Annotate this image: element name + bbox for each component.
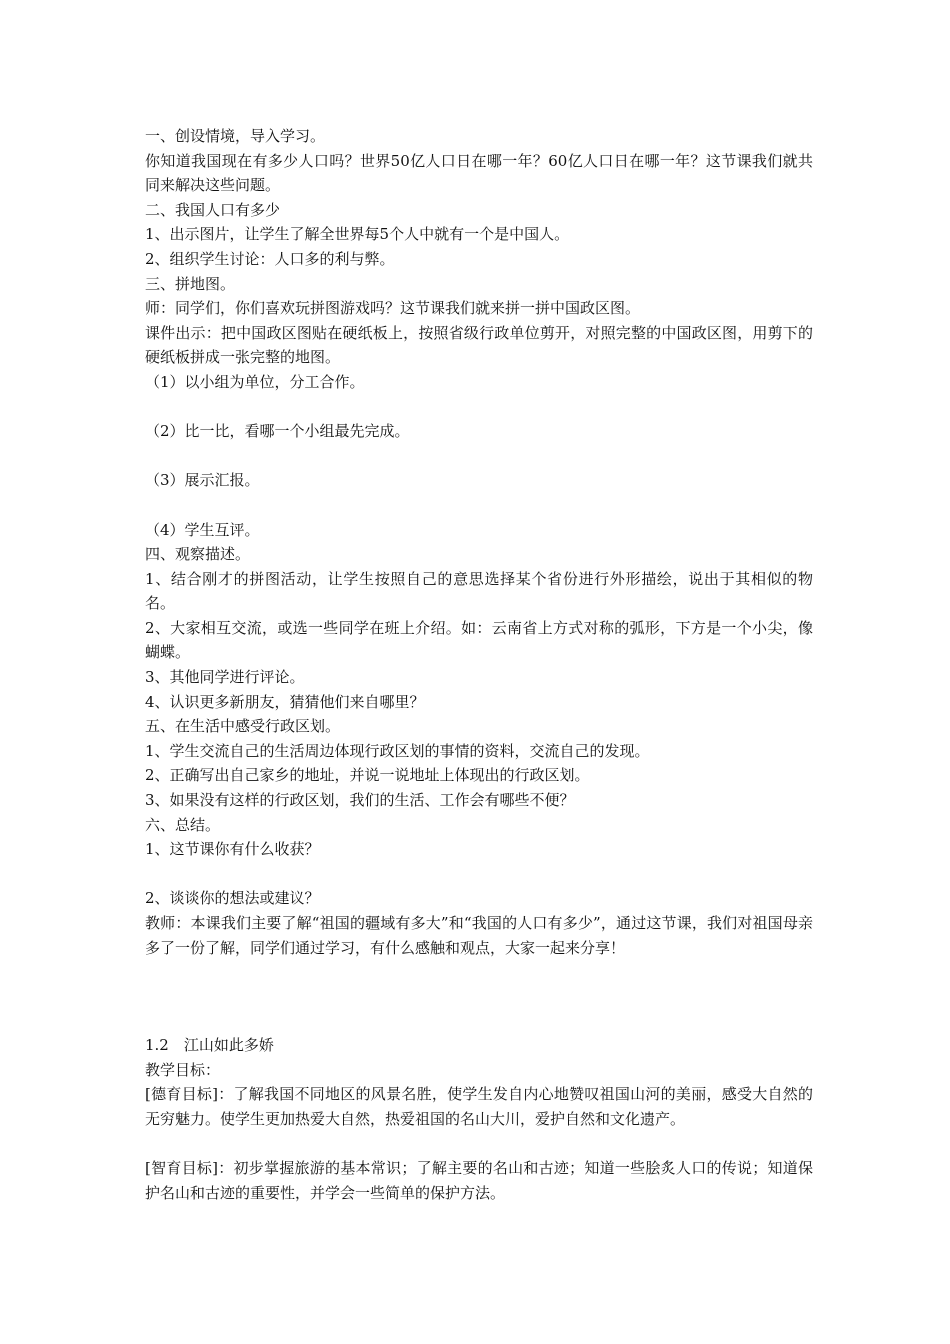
blank-line — [145, 1132, 813, 1157]
document-body — [145, 124, 813, 1205]
list-item: 2、正确写出自己家乡的地址，并说一说地址上体现出的行政区划。 — [145, 766, 590, 785]
paragraph: 教师：本课我们主要了解“祖国的疆域有多大”和“我国的人口有多少”，通过这节课，我们对祖国母亲多了一份了解，同学们通过学习，有什么感触和观点，大家一起来分享！ — [145, 914, 813, 957]
subheading: 教学目标： — [145, 1060, 221, 1079]
blank-line — [145, 493, 813, 518]
list-item: 2、谈谈你的想法或建议？ — [145, 889, 320, 908]
list-item: 1、这节课你有什么收获？ — [145, 840, 320, 859]
list-item: 3、如果没有这样的行政区划，我们的生活、工作会有哪些不便？ — [145, 791, 575, 810]
paragraph: [德育目标]：了解我国不同地区的风景名胜，使学生发自内心地赞叹祖国山河的美丽，感受大自然的无穷魅力。使学生更加热爱大自然，热爱祖国的名山大川，爱护自然和文化遗产。 — [145, 1085, 813, 1128]
section-heading: 五、在生活中感受行政区划。 — [145, 717, 341, 736]
list-item: （4）学生互评。 — [145, 520, 260, 539]
section-heading: 六、总结。 — [145, 815, 221, 834]
blank-space — [145, 960, 813, 1033]
blank-line — [145, 444, 813, 469]
section-heading: 四、观察描述。 — [145, 545, 251, 564]
blank-line — [145, 862, 813, 887]
list-item: （3）展示汇报。 — [145, 471, 260, 490]
section-heading: 二、我国人口有多少 — [145, 200, 281, 219]
list-item: 2、大家相互交流，或选一些同学在班上介绍。如：云南省上方式对称的弧形，下方是一个小尖，像蝴蝶。 — [145, 618, 813, 662]
blank-line — [145, 395, 813, 420]
paragraph: [智育目标]：初步掌握旅游的基本常识；了解主要的名山和古迹；知道一些脍炙人口的传说；知道保护名山和古迹的重要性，并学会一些简单的保护方法。 — [145, 1159, 813, 1202]
paragraph: 师：同学们，你们喜欢玩拼图游戏吗？这节课我们就来拼一拼中国政区图。 — [145, 299, 641, 318]
list-item: 1、学生交流自己的生活周边体现行政区划的事情的资料，交流自己的发现。 — [145, 741, 650, 760]
list-item: （2）比一比，看哪一个小组最先完成。 — [145, 422, 410, 441]
list-item: 3、其他同学进行评论。 — [145, 668, 305, 687]
list-item: 1、出示图片，让学生了解全世界每5个人中就有一个是中国人。 — [145, 225, 570, 244]
list-item: 2、组织学生讨论：人口多的利与弊。 — [145, 249, 395, 268]
section-heading: 一、创设情境，导入学习。 — [145, 127, 326, 145]
list-item: 4、认识更多新朋友，猜猜他们来自哪里？ — [145, 692, 425, 711]
paragraph: 课件出示：把中国政区图贴在硬纸板上，按照省级行政单位剪开，对照完整的中国政区图，用剪下的硬纸板拼成一张完整的地图。 — [145, 323, 813, 367]
section-heading: 三、拼地图。 — [145, 274, 236, 293]
list-item: （1）以小组为单位，分工合作。 — [145, 372, 365, 391]
list-item: 1、结合刚才的拼图活动，让学生按照自己的意思选择某个省份进行外形描绘，说出于其相似的物名。 — [145, 569, 813, 613]
paragraph: 你知道我国现在有多少人口吗？世界50亿人口日在哪一年？60亿人口日在哪一年？这节课我们就共同来解决这些问题。 — [145, 151, 813, 195]
lesson-title: 1.2 江山如此多娇 — [145, 1036, 274, 1055]
